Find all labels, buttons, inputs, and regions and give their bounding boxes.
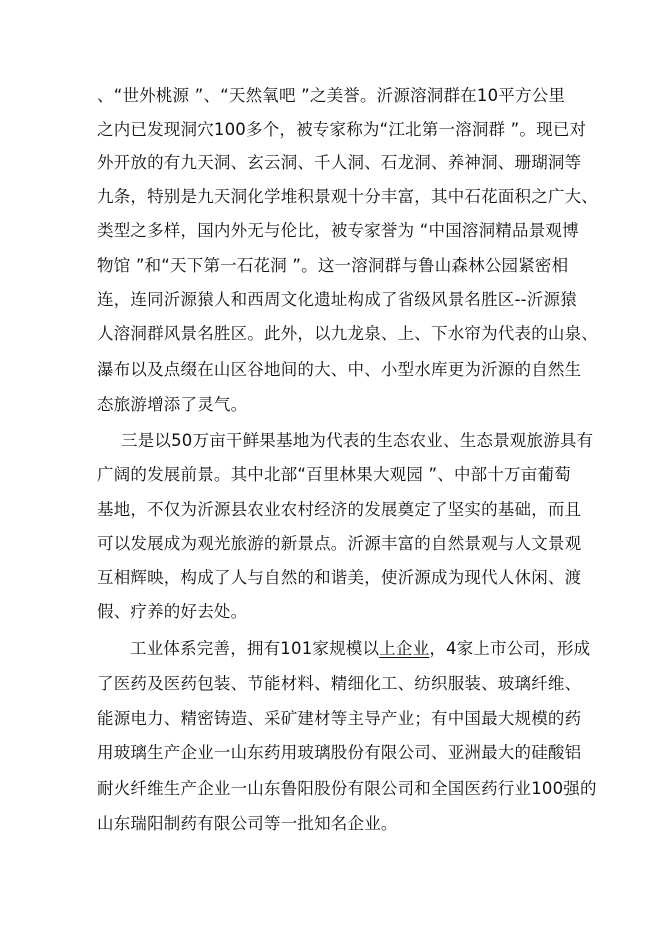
paragraph-1-line-2: 之内已发现洞穴100多个，被专家称为“江北第一溶洞群 ”。现已对 [97,120,587,139]
paragraph-1-line-1: 、“世外桃源 ”、“天然氧吧 ”之美誉。沂源溶洞群在10平方公里 [97,86,566,105]
paragraph-3-line-5: 耐火纤维生产企业一山东鲁阳股份有限公司和全国医药行业100强的 [97,779,597,798]
paragraph-3-line-4: 用玻璃生产企业一山东药用玻璃股份有限公司、亚洲最大的硅酸铝 [97,743,582,762]
paragraph-2-line-2: 广阔的发展前景。其中北部“百里林果大观园 ”、中部十万亩葡萄 [97,465,571,484]
paragraph-3-line-2: 了医药及医药包装、节能材料、精细化工、纺织服装、玻璃纤维、 [97,674,582,693]
paragraph-1-line-6: 物馆 ”和“天下第一石花洞 ”。这一溶洞群与鲁山森林公园紧密相 [97,256,569,275]
paragraph-1-line-8: 人溶洞群风景名胜区。此外，以九龙泉、上、下水帘为代表的山泉、 [97,324,598,343]
paragraph-2-line-1: 三是以50万亩干鲜果基地为代表的生态农业、生态景观旅游具有 [121,431,594,450]
paragraph-3-line-1 [130,639,590,659]
paragraph-3-underlined-text: 上企业 [379,639,430,658]
paragraph-2-line-4: 可以发展成为观光旅游的新景点。沂源丰富的自然景观与人文景观 [97,534,582,553]
paragraph-1-line-5: 类型之多样，国内外无与伦比，被专家誉为 “中国溶洞精品景观博 [97,221,579,240]
paragraph-2-line-3: 基地，不仅为沂源县农业农村经济的发展奠定了坚实的基础，而且 [97,500,582,519]
paragraph-1-line-4: 九条，特别是九天洞化学堆积景观十分丰富，其中石花面积之广大、 [97,187,598,206]
paragraph-3-line-1-text-b: ，4家上市公司，形成 [429,639,591,658]
paragraph-2-line-6: 假、疗养的好去处。 [97,602,248,621]
paragraph-1-line-10: 态旅游增添了灵气。 [97,395,248,414]
paragraph-3-line-6: 山东瑞阳制药有限公司等一批知名企业。 [97,814,398,833]
paragraph-3-line-1-text-a: 工业体系完善，拥有101家规模以 [130,639,380,658]
paragraph-1-line-9: 瀑布以及点缀在山区谷地间的大、中、小型水库更为沂源的自然生 [97,360,582,379]
paragraph-2-line-5: 互相辉映，构成了人与自然的和谐美，使沂源成为现代人休闲、渡 [97,568,582,587]
paragraph-3-line-3: 能源电力、精密铸造、采矿建材等主导产业；有中国最大规模的药 [97,709,582,728]
paragraph-1-line-7: 连，连同沂源猿人和西周文化遗址构成了省级风景名胜区--沂源猿 [97,290,577,309]
paragraph-1-line-3: 外开放的有九天洞、玄云洞、千人洞、石龙洞、养神洞、珊瑚洞等 [97,153,582,172]
